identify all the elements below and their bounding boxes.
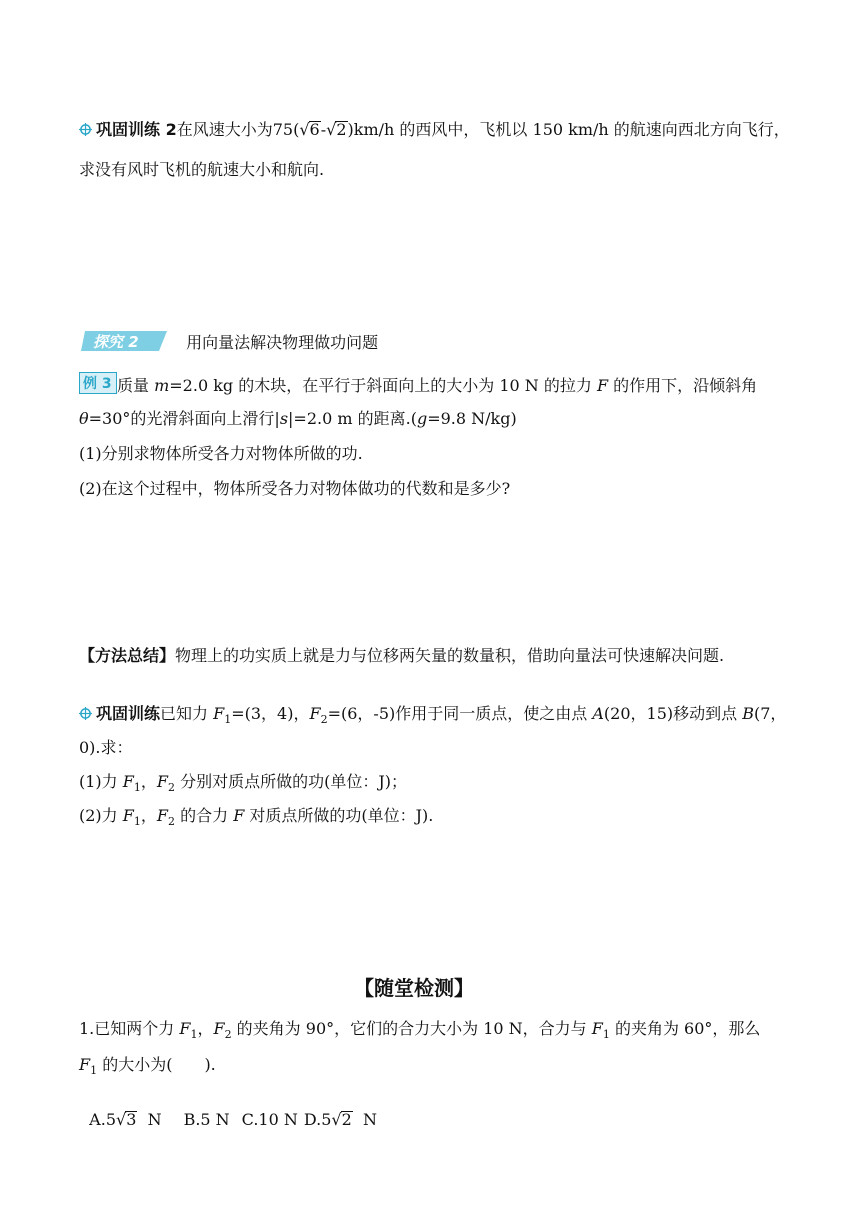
text: - (320, 120, 327, 139)
text: )km/h 的西风中，飞机以 150 km/h 的航速向西北方向飞行， (347, 120, 790, 139)
test-q1-options (79, 1091, 377, 1129)
var: θ (79, 409, 89, 428)
text: =(3，4)， (231, 704, 310, 723)
var: F (79, 1055, 91, 1074)
test-q1-line1 (79, 1016, 760, 1041)
target-icon (79, 707, 92, 720)
test-q1-line2 (79, 1052, 216, 1077)
text: =(6，-5)作用于同一质点，使之由点 (327, 704, 593, 723)
var: A (592, 704, 604, 723)
tanjiu2-header (79, 329, 378, 353)
text: N (352, 1110, 377, 1129)
text: 的夹角为 90°，它们的合力大小为 10 N，合力与 (231, 1019, 592, 1038)
text: 已知力 (160, 704, 214, 723)
sqrt-radicand: 3 (126, 1110, 137, 1129)
text: ， (140, 772, 157, 791)
text: 1.已知两个力 (79, 1019, 180, 1038)
option-c: C.10 N (241, 1110, 298, 1129)
var: F (122, 772, 134, 791)
var: F (233, 806, 245, 825)
var: F (156, 806, 168, 825)
sub: 1 (90, 1064, 98, 1078)
gonggu2-label: 巩固训练 2 (96, 120, 177, 139)
option-d: D.5√2 N (303, 1110, 377, 1129)
gonggu-line1 (79, 701, 786, 726)
text: ， (140, 806, 157, 825)
test-heading: 【随堂检测】 (354, 976, 474, 1000)
text: (1)力 (79, 772, 123, 791)
example3-line2 (79, 406, 517, 429)
sqrt-radicand: 6 (309, 120, 320, 139)
text: (2)力 (79, 806, 123, 825)
var: F (309, 704, 321, 723)
text: A.5 (89, 1110, 116, 1129)
text: =9.8 N/kg) (427, 409, 517, 428)
method-label: 【方法总结】 (79, 646, 176, 665)
example3-q2: (2)在这个过程中，物体所受各力对物体做功的代数和是多少? (79, 479, 511, 498)
example3-q1: (1)分别求物体所受各力对物体所做的功. (79, 444, 363, 463)
tanjiu-badge-label: 探究 2 (93, 333, 139, 351)
sqrt-radicand: 2 (336, 120, 347, 139)
var: F (213, 1019, 225, 1038)
tanjiu2-title: 用向量法解决物理做功问题 (186, 333, 379, 352)
sub: 1 (133, 781, 141, 795)
sub: 2 (168, 781, 175, 795)
var: F (156, 772, 168, 791)
text: ， (197, 1019, 214, 1038)
method-text: 物理上的功实质上就是力与位移两矢量的数量积，借助向量法可快速解决问题. (175, 646, 725, 665)
text: N (137, 1110, 162, 1129)
sub: 1 (190, 1028, 198, 1042)
gonggu-q1 (79, 769, 407, 794)
var: F (591, 1019, 603, 1038)
text: =30°的光滑斜面向上滑行| (88, 409, 280, 428)
text: D.5 (303, 1110, 332, 1129)
text: 的大小为( ). (97, 1055, 216, 1074)
var: s (279, 409, 289, 428)
var: F (596, 376, 609, 395)
gonggu-label: 巩固训练 (96, 704, 161, 723)
sub: 1 (602, 1028, 610, 1042)
gonggu2-line1: 巩固训练 2在风速大小为75(√6-√2)km/h 的西风中，飞机以 150 km/h 的航速向西北方向飞行， (79, 117, 790, 140)
text: 质量 (117, 376, 155, 395)
text: 的合力 (175, 806, 234, 825)
var: B (742, 704, 754, 723)
example-badge (79, 372, 117, 394)
sub: 1 (133, 815, 141, 829)
text: 75( (272, 120, 300, 139)
sqrt-radicand: 2 (341, 1110, 352, 1129)
sub: 2 (224, 1028, 232, 1042)
gonggu-line2: 0).求： (79, 738, 133, 757)
sub: 2 (320, 713, 328, 727)
text: 对质点所做的功(单位：J). (244, 806, 434, 825)
text: 的夹角为 60°，那么 (609, 1019, 761, 1038)
text: 的作用下，沿倾斜角 (608, 376, 758, 395)
option-a: A.5√3 N (89, 1110, 162, 1129)
example-badge-label: 例 3 (83, 376, 112, 392)
var: F (179, 1019, 191, 1038)
var: m (154, 376, 170, 395)
method-summary (79, 643, 724, 666)
option-b: B.5 N (183, 1110, 230, 1129)
var: F (213, 704, 225, 723)
example3-line1 (79, 372, 757, 396)
sub: 2 (168, 815, 175, 829)
text: (7， (753, 704, 787, 723)
target-icon (79, 123, 92, 136)
var: F (122, 806, 134, 825)
gonggu2-line2: 求没有风时飞机的航速大小和航向. (79, 160, 325, 179)
text: =2.0 kg 的木块，在平行于斜面向上的大小为 10 N 的拉力 (169, 376, 597, 395)
sub: 1 (224, 713, 232, 727)
text: (20，15)移动到点 (603, 704, 743, 723)
gonggu-q2 (79, 803, 433, 828)
text: 分别对质点所做的功(单位：J)； (175, 772, 407, 791)
text: |=2.0 m 的距离.( (288, 409, 417, 428)
var: g (416, 409, 428, 428)
text: 在风速大小为 (176, 120, 273, 139)
